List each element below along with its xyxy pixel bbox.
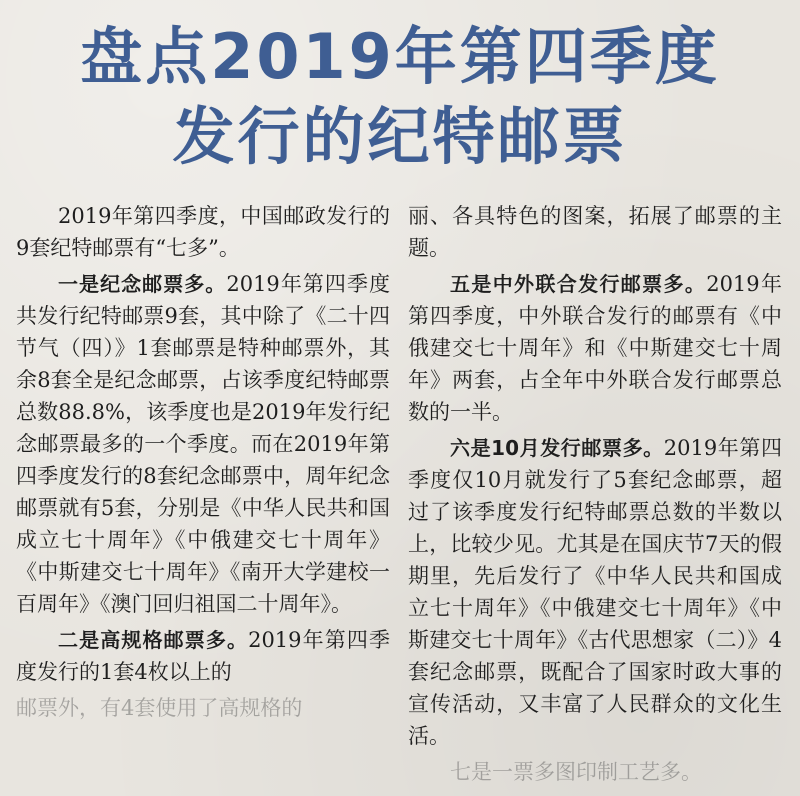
- paragraph-text: 2019年第四季度发行的1套4枚以上的: [16, 628, 390, 684]
- paragraph: [16, 624, 390, 688]
- paragraph-text: 2019年第四季度，中外联合发行的邮票有《中俄建交七十周年》和《中斯建交七十周年》两套，占全年中外联合发行邮票总数的一半。: [408, 272, 782, 424]
- headline-line-2: 发行的纪特邮票: [172, 100, 628, 173]
- paragraph-text: 2019年第四季度共发行纪特邮票9套，其中除了《二十四节气（四）》1套邮票是特种邮票外，其余8套全是纪念邮票，占该季度纪特邮票总数88.8%，该季度也是2019年发行纪念邮票最多的一个季度。而在2019年第四季度发行的8套纪念邮票中，周年纪念邮票就有5套，分别是《中华人民共和国成立七十周年》《中俄建交七十周年》《中斯建交七十周年》《南开大学建校一百周年》《澳门回归祖国二十周年》。: [16, 272, 390, 616]
- cutoff-line: 七是一票多图印制工艺多。: [450, 760, 702, 784]
- headline-line-1: 盘点2019年第四季度: [80, 20, 720, 93]
- right-column: [408, 200, 782, 796]
- cutoff-line: 邮票外，有4套使用了高规格的: [16, 696, 303, 720]
- paragraph-lead: 二是高规格邮票多。: [58, 628, 249, 652]
- headline: [0, 18, 800, 176]
- paragraph: [16, 200, 390, 264]
- paragraph: [408, 268, 782, 428]
- left-column: [16, 200, 390, 796]
- paragraph: [408, 200, 782, 264]
- paragraph-lead: 一是纪念邮票多。: [58, 272, 227, 296]
- article-body: [16, 200, 782, 796]
- paragraph-text: 2019年第四季度，中国邮政发行的9套纪特邮票有“七多”。: [16, 204, 390, 260]
- paragraph: [16, 268, 390, 620]
- paragraph-lead: 六是10月发行邮票多。: [450, 436, 664, 460]
- paragraph-lead: 五是中外联合发行邮票多。: [450, 272, 707, 296]
- paragraph-text: 丽、各具特色的图案，拓展了邮票的主题。: [408, 204, 782, 260]
- paragraph-text: 2019年第四季度仅10月就发行了5套纪念邮票，超过了该季度发行纪特邮票总数的半数以上，比较少见。尤其是在国庆节7天的假期里，先后发行了《中华人民共和国成立七十周年》《中俄建交七十周年》《中斯建交七十周年》《古代思想家（二）》4套纪念邮票，既配合了国家时政大事的宣传活动，又丰富了人民群众的文化生活。: [408, 436, 782, 748]
- paragraph: [408, 432, 782, 752]
